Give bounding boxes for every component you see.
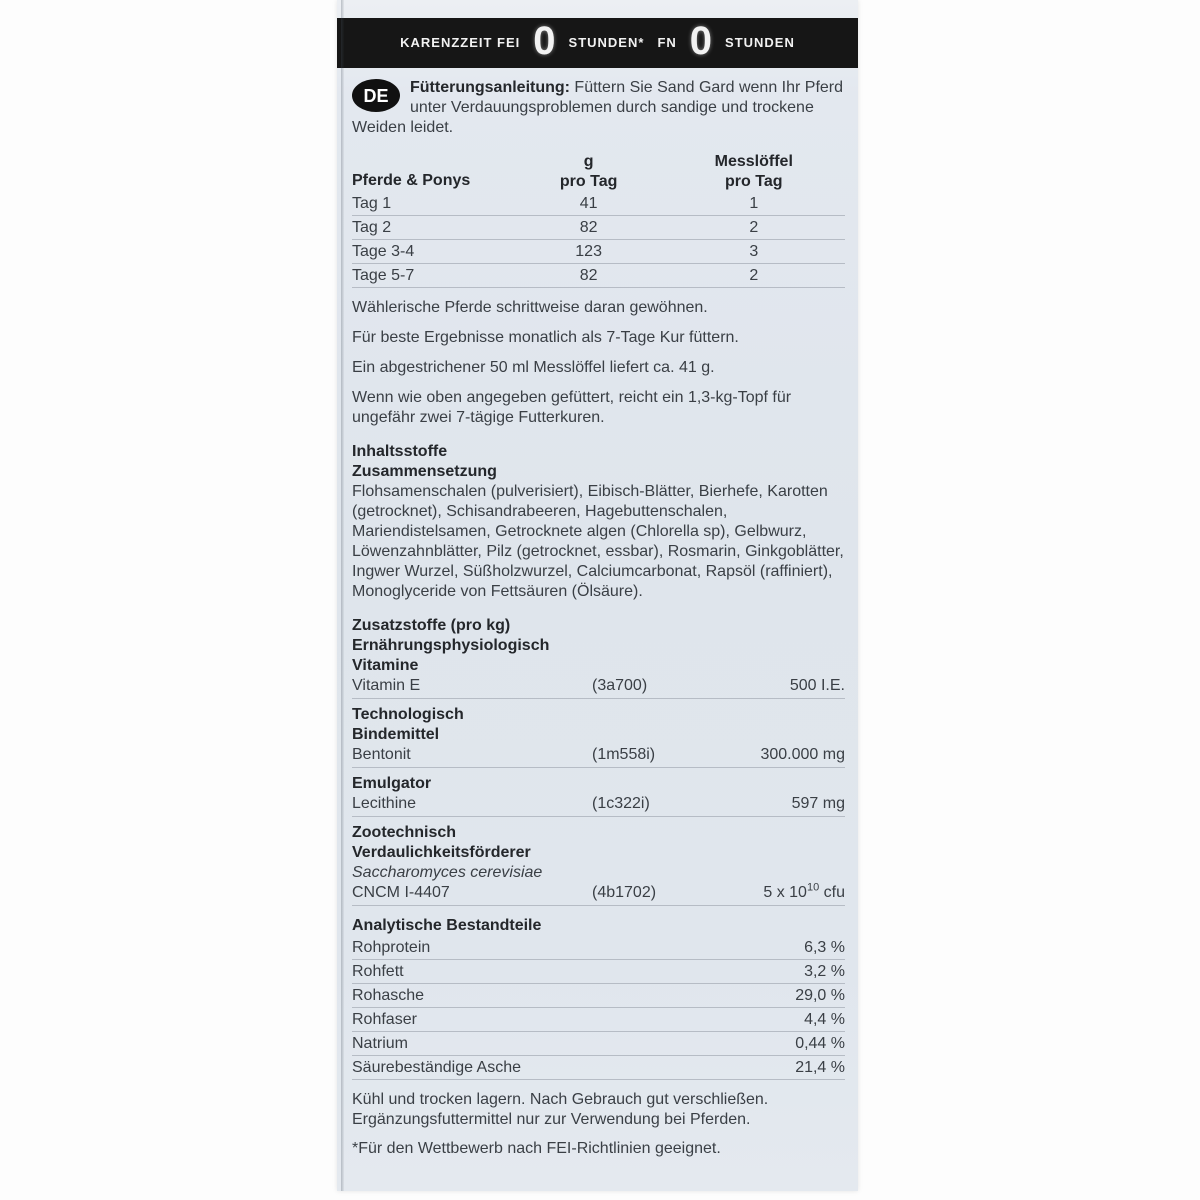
fei-hours-value: 0 [533, 19, 556, 63]
dosage-row-header: Pferde & Ponys [352, 172, 471, 189]
note-paragraph: Für beste Ergebnisse monatlich als 7-Tage Kur füttern. [352, 329, 739, 346]
dosage-row: Tag 2 82 2 [352, 216, 845, 240]
note-paragraph: Wenn wie oben angegeben gefüttert, reicht ein 1,3-kg-Topf für ungefähr zwei 7-tägige Futterkuren. [352, 389, 792, 426]
ingredients-heading: Inhaltsstoffe [352, 443, 448, 460]
additive-category: Emulgator [352, 775, 432, 792]
product-label [337, 0, 858, 1191]
analysis-row: Rohfaser 4,4 % [352, 1008, 845, 1032]
fn-hours-value: 0 [689, 19, 713, 63]
additive-subcategory: Bindemittel [352, 726, 440, 743]
fei-label: KARENZZEIT FEI [400, 35, 521, 50]
additive-row: CNCM I-4407 (4b1702) 5 x $10^{10}$ cfu [352, 883, 845, 906]
storage-note: Kühl und trocken lagern. Nach Gebrauch gut verschließen. Ergänzungsfuttermittel nur zur Verwendung bei Pferden. [352, 1091, 769, 1128]
additives-section [352, 616, 845, 906]
dosage-row: Tage 3-4 123 3 [352, 240, 845, 264]
dosage-table-header [352, 152, 845, 192]
fei-footnote: *Für den Wettbewerb nach FEI-Richtlinien geeignet. [352, 1140, 721, 1157]
analysis-row: Rohprotein 6,3 % [352, 936, 845, 960]
composition-text: Flohsamenschalen (pulverisiert), Eibisch-Blätter, Bierhefe, Karotten (getrocknet), Schisandrabeeren, Hagebuttenschalen, Mariendistelsamen, Getrocknete algen (Chlorella sp), Gelbwurz, Löwenzahnblätter, Pilz (getrocknet, essbar), Rosmarin, Ginkgoblätter, Ingwer Wurzel, Süßholzwurzel, Calciumcarbonat, Rapsöl (raffiniert), Monoglyceride von Fettsäuren (Ölsäure). [352, 483, 844, 600]
additive-group-nutritional [352, 636, 845, 699]
fn-label: FN [657, 35, 677, 50]
additive-group-emulsifier [352, 774, 845, 817]
cfu-value: 5 x $10^{10}$ cfu [763, 881, 845, 901]
analysis-row: Säurebeständige Asche 21,4 % [352, 1056, 845, 1080]
additives-heading: Zusatzstoffe (pro kg) [352, 617, 511, 634]
note-paragraph: Ein abgestrichener 50 ml Messlöffel liefert ca. 41 g. [352, 359, 715, 376]
analysis-row: Rohasche 29,0 % [352, 984, 845, 1008]
additive-row: Vitamin E (3a700) 500 I.E. [352, 676, 845, 699]
fei-hours-unit: STUNDEN* [568, 35, 645, 50]
note-paragraph: Wählerische Pferde schrittweise daran gewöhnen. [352, 299, 708, 316]
feeding-instructions-lead: Fütterungsanleitung: [410, 79, 570, 96]
analysis-section [352, 916, 845, 1080]
withdrawal-bar [337, 18, 858, 68]
additive-group-technological [352, 705, 845, 768]
ingredients-section [352, 442, 845, 602]
analysis-heading: Analytische Bestandteile [352, 917, 542, 934]
dosage-col-scoops: Messlöffel pro Tag [714, 153, 793, 190]
additive-category: Ernährungsphysiologisch [352, 637, 550, 654]
analysis-row: Rohfett 3,2 % [352, 960, 845, 984]
additive-row: Bentonit (1m558i) 300.000 mg [352, 745, 845, 768]
dosage-table [352, 152, 845, 288]
composition-heading: Zusammensetzung [352, 463, 497, 480]
additive-group-zootechnical [352, 823, 845, 906]
additive-species-name: Saccharomyces cerevisiae [352, 864, 543, 881]
additive-subcategory: Verdaulichkeitsförderer [352, 844, 531, 861]
fn-hours-unit: STUNDEN [725, 35, 795, 50]
feeding-instructions-text: Füttern Sie Sand Gard wenn Ihr Pferd unter Verdauungsproblemen durch sandige und trockene Weiden leidet. [352, 79, 844, 136]
dosage-row: Tag 1 41 1 [352, 192, 845, 216]
dosage-row: Tage 5-7 82 2 [352, 264, 845, 288]
dosage-col-grams: g pro Tag [559, 153, 618, 190]
analysis-row: Natrium 0,44 % [352, 1032, 845, 1056]
feeding-instructions [352, 78, 845, 138]
additive-subcategory: Vitamine [352, 657, 419, 674]
additive-category: Zootechnisch [352, 824, 457, 841]
additive-category: Technologisch [352, 706, 464, 723]
additive-row: Lecithine (1c322i) 597 mg [352, 794, 845, 817]
language-badge-de: DE [352, 79, 400, 112]
